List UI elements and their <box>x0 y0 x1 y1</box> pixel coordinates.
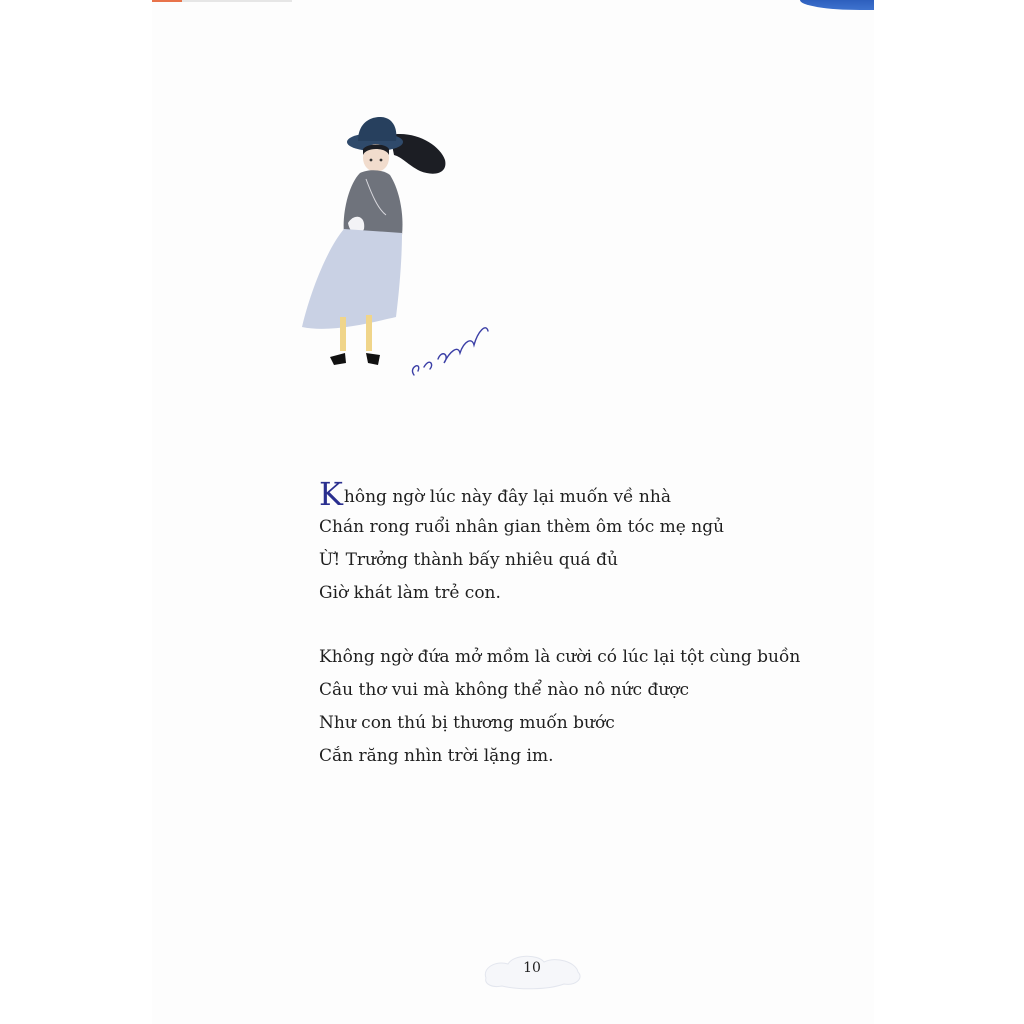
poem-line: Giờ khát làm trẻ con. <box>319 583 501 603</box>
poem-line: Không ngờ lúc này đây lại muốn về nhà <box>319 475 671 513</box>
skirt <box>302 229 402 329</box>
poem-line: Chán rong ruổi nhân gian thèm ôm tóc mẹ ngủ <box>319 517 725 537</box>
poem-line: Không ngờ đứa mở mồm là cười có lúc lại tột cùng buồn <box>319 647 801 667</box>
page-number-ornament <box>478 950 586 994</box>
poem <box>319 475 839 773</box>
poem-line: Câu thơ vui mà không thể nào nô nức được <box>319 680 690 700</box>
stanza-1 <box>319 475 839 610</box>
poem-line: Như con thú bị thương muốn bước <box>319 713 615 733</box>
poem-line: Cắn răng nhìn trời lặng im. <box>319 746 554 766</box>
drop-cap: K <box>319 475 343 513</box>
top-edge-strip <box>152 0 292 2</box>
girl-illustration <box>290 105 500 395</box>
stanza-2 <box>319 641 839 773</box>
page-number: 10 <box>523 960 541 976</box>
signature-scribble <box>412 328 488 375</box>
hat-crown <box>358 117 396 141</box>
poem-line: Ừ! Trưởng thành bấy nhiêu quá đủ <box>319 550 618 570</box>
